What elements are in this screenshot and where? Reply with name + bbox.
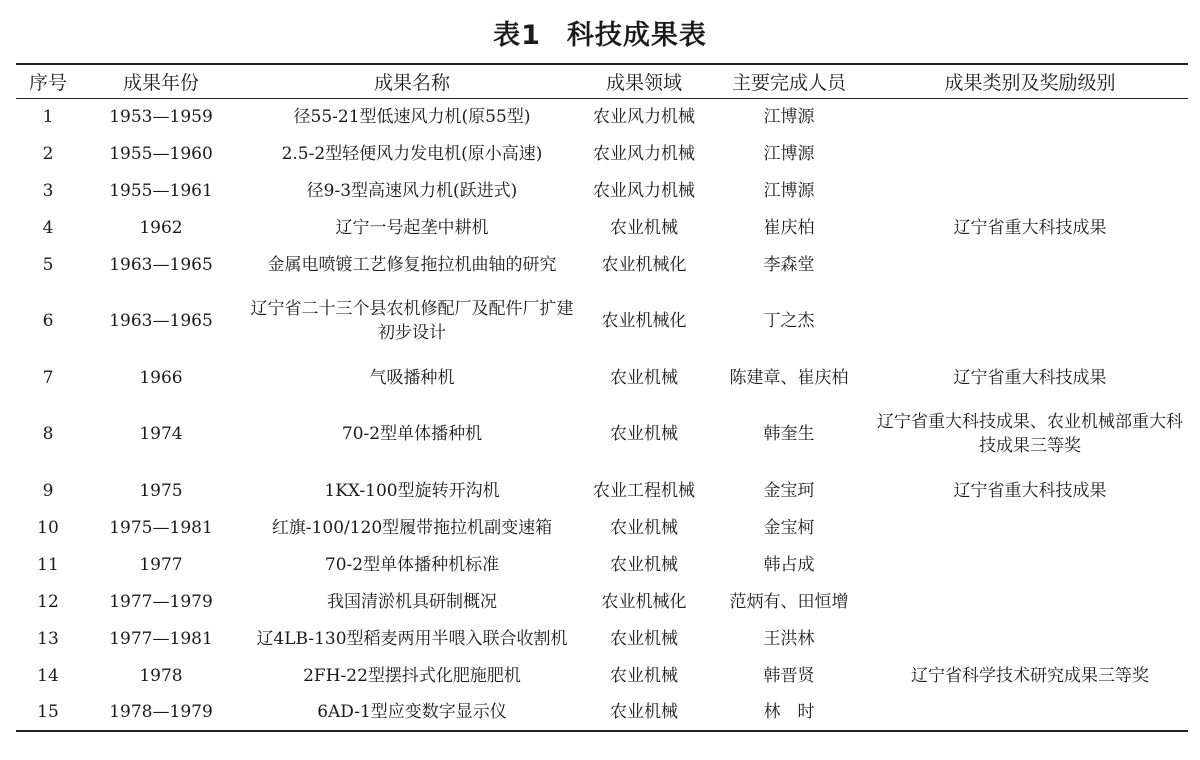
cell-name: 辽宁一号起垄中耕机 xyxy=(335,217,489,238)
table-row xyxy=(16,283,1188,359)
cell-award: 辽宁省科学技术研究成果三等奖 xyxy=(911,665,1149,686)
cell-name: 径9-3型高速风力机(跃进式) xyxy=(306,180,518,201)
cell-people: 丁之杰 xyxy=(763,311,815,331)
cell-index: 13 xyxy=(37,628,59,649)
cell-index: 8 xyxy=(42,424,54,444)
header-index: 序号 xyxy=(28,71,67,94)
cell-year: 1963—1965 xyxy=(109,254,213,275)
cell-index: 5 xyxy=(42,254,54,275)
table-row xyxy=(16,135,1188,172)
header-year: 成果年份 xyxy=(122,71,199,94)
cell-award xyxy=(872,98,1188,135)
cell-year: 1962 xyxy=(139,217,183,238)
header-name: 成果名称 xyxy=(373,71,450,94)
cell-name: 1KX-100型旋转开沟机 xyxy=(324,480,500,501)
table-row xyxy=(16,472,1188,509)
table-number: 表1 xyxy=(493,20,541,51)
cell-year: 1953—1959 xyxy=(109,106,213,127)
cell-name: 径55-21型低速风力机(原55型) xyxy=(293,106,531,127)
cell-name: 辽宁省二十三个县农机修配厂及配件厂扩建初步设计 xyxy=(250,299,574,343)
cell-people: 林 时 xyxy=(763,702,815,722)
table-row xyxy=(16,396,1188,472)
cell-year: 1975 xyxy=(139,480,183,501)
cell-people: 韩晋贤 xyxy=(763,665,815,686)
cell-index: 9 xyxy=(42,480,54,501)
cell-award xyxy=(872,509,1188,546)
cell-index: 1 xyxy=(42,106,54,127)
cell-name: 70-2型单体播种机 xyxy=(341,424,483,444)
cell-index: 4 xyxy=(42,217,54,238)
cell-year: 1977—1981 xyxy=(109,628,213,649)
cell-index: 10 xyxy=(37,517,59,538)
table-row xyxy=(16,98,1188,135)
cell-index: 3 xyxy=(42,180,54,201)
cell-index: 7 xyxy=(42,367,54,388)
cell-field: 农业机械 xyxy=(610,367,678,388)
cell-year: 1974 xyxy=(139,424,183,444)
table-row xyxy=(16,359,1188,396)
cell-people: 崔庆柏 xyxy=(763,217,815,238)
cell-field: 农业机械化 xyxy=(601,254,687,275)
cell-field: 农业机械 xyxy=(610,517,678,538)
cell-name: 气吸播种机 xyxy=(369,367,455,388)
cell-award xyxy=(872,620,1188,657)
table-row xyxy=(16,209,1188,246)
cell-people: 江博源 xyxy=(763,143,815,164)
cell-award xyxy=(872,546,1188,583)
table-row xyxy=(16,246,1188,283)
cell-year: 1977—1979 xyxy=(109,591,213,612)
cell-award xyxy=(872,172,1188,209)
cell-people: 韩占成 xyxy=(763,554,815,575)
cell-field: 农业机械 xyxy=(610,628,678,649)
cell-people: 江博源 xyxy=(763,106,815,127)
cell-award xyxy=(872,283,1188,359)
table-row xyxy=(16,657,1188,694)
cell-field: 农业机械 xyxy=(610,217,678,238)
cell-index: 6 xyxy=(42,311,54,331)
cell-year: 1955—1961 xyxy=(109,180,213,201)
cell-field: 农业风力机械 xyxy=(593,180,695,201)
cell-index: 11 xyxy=(37,554,59,575)
cell-name: 红旗-100/120型履带拖拉机副变速箱 xyxy=(271,517,553,538)
table-row xyxy=(16,583,1188,620)
cell-year: 1975—1981 xyxy=(109,517,213,538)
table-caption xyxy=(0,14,1200,58)
cell-year: 1963—1965 xyxy=(109,311,213,331)
table-row xyxy=(16,172,1188,209)
cell-name: 辽4LB-130型稻麦两用半喂入联合收割机 xyxy=(256,628,568,649)
header-field: 成果领域 xyxy=(605,71,682,94)
cell-index: 14 xyxy=(37,665,59,686)
cell-award xyxy=(872,135,1188,172)
table-header-row xyxy=(16,64,1188,98)
cell-field: 农业机械 xyxy=(610,702,678,722)
cell-year: 1966 xyxy=(139,367,183,388)
cell-people: 金宝珂 xyxy=(763,480,815,501)
header-award: 成果类别及奖励级别 xyxy=(944,71,1116,94)
cell-name: 金属电喷镀工艺修复拖拉机曲轴的研究 xyxy=(267,254,557,275)
cell-award: 辽宁省重大科技成果、农业机械部重大科技成果三等奖 xyxy=(877,412,1183,456)
cell-award xyxy=(872,694,1188,731)
cell-field: 农业工程机械 xyxy=(593,480,695,501)
table-row xyxy=(16,546,1188,583)
cell-year: 1955—1960 xyxy=(109,143,213,164)
cell-name: 2FH-22型摆抖式化肥施肥机 xyxy=(303,665,521,686)
cell-year: 1977 xyxy=(139,554,183,575)
cell-people: 王洪林 xyxy=(763,628,815,649)
header-people: 主要完成人员 xyxy=(731,71,846,94)
table-row xyxy=(16,620,1188,657)
cell-people: 韩奎生 xyxy=(763,424,815,444)
cell-name: 我国清淤机具研制概况 xyxy=(327,591,497,612)
cell-people: 金宝柯 xyxy=(763,517,815,538)
cell-index: 12 xyxy=(37,591,59,612)
cell-name: 70-2型单体播种机标准 xyxy=(324,554,500,575)
cell-people: 陈建章、崔庆柏 xyxy=(729,367,849,388)
cell-field: 农业机械 xyxy=(610,665,678,686)
cell-year: 1978—1979 xyxy=(109,702,213,722)
cell-people: 范炳有、田恒增 xyxy=(729,591,849,612)
cell-people: 江博源 xyxy=(763,180,815,201)
achievements-table xyxy=(16,63,1188,732)
cell-field: 农业机械化 xyxy=(601,591,687,612)
cell-field: 农业机械化 xyxy=(601,311,687,331)
cell-award xyxy=(872,246,1188,283)
cell-index: 15 xyxy=(37,702,59,722)
cell-field: 农业风力机械 xyxy=(593,143,695,164)
cell-field: 农业风力机械 xyxy=(593,106,695,127)
cell-award xyxy=(872,583,1188,620)
cell-year: 1978 xyxy=(139,665,183,686)
cell-name: 2.5-2型轻便风力发电机(原小高速) xyxy=(281,143,543,164)
cell-award: 辽宁省重大科技成果 xyxy=(953,217,1107,238)
cell-people: 李森堂 xyxy=(763,254,815,275)
cell-name: 6AD-1型应变数字显示仪 xyxy=(317,702,507,722)
table-title: 科技成果表 xyxy=(566,20,707,51)
table-row xyxy=(16,694,1188,731)
cell-award: 辽宁省重大科技成果 xyxy=(953,480,1107,501)
cell-index: 2 xyxy=(42,143,54,164)
cell-award: 辽宁省重大科技成果 xyxy=(953,367,1107,388)
table-row xyxy=(16,509,1188,546)
cell-field: 农业机械 xyxy=(610,554,678,575)
cell-field: 农业机械 xyxy=(610,424,678,444)
